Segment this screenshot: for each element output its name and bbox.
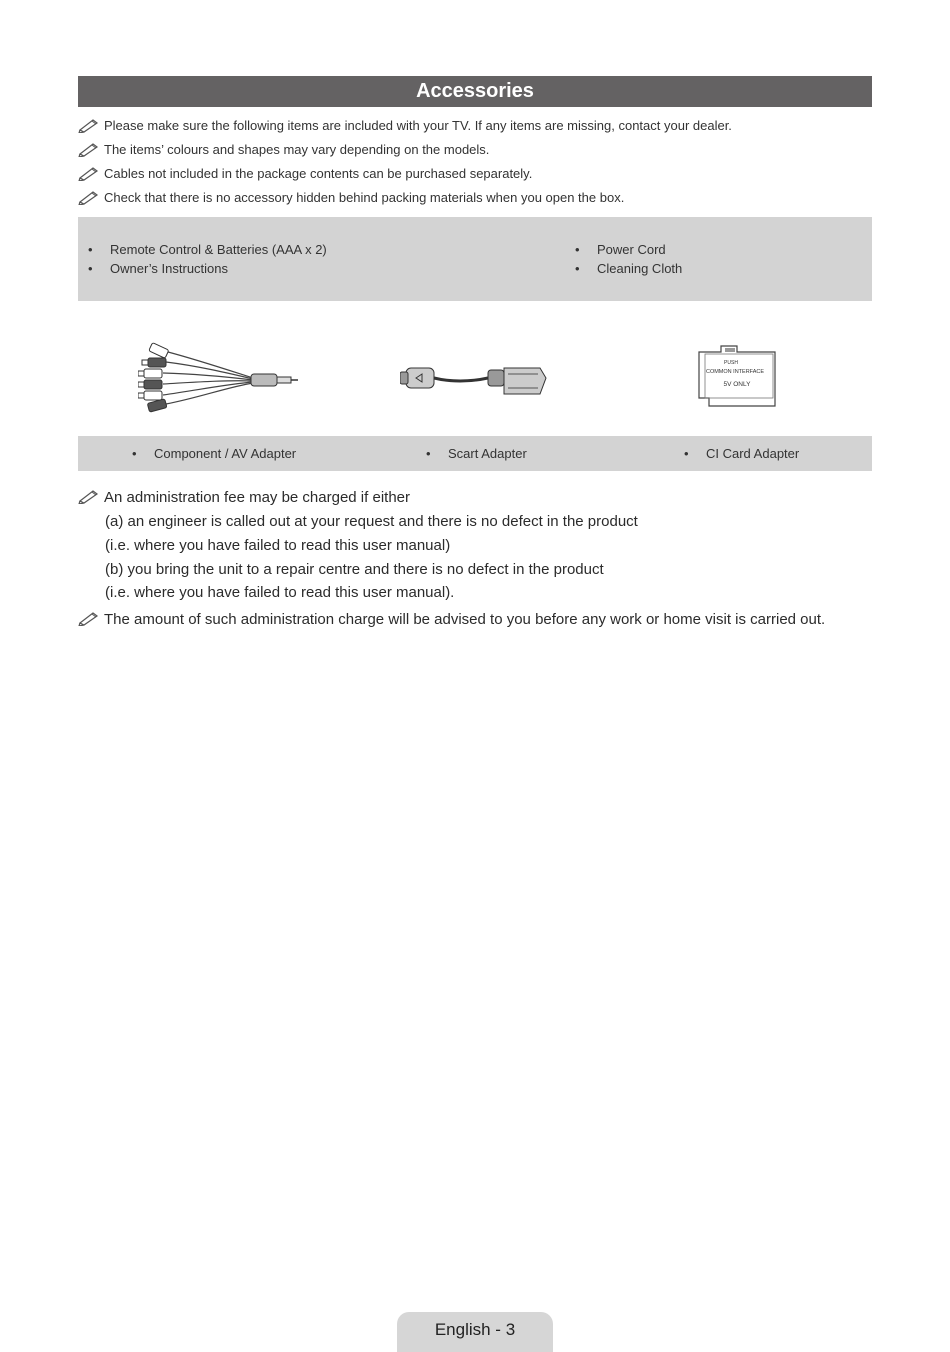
pencil-icon <box>78 610 100 626</box>
adapter-label: • Component / AV Adapter <box>132 446 297 461</box>
component-av-adapter-image <box>138 340 298 415</box>
ci-card-adapter-image <box>695 342 780 410</box>
pencil-icon <box>78 189 100 205</box>
admin-note-intro: An administration fee may be charged if either <box>78 488 878 508</box>
note-item <box>78 141 878 158</box>
pencil-icon <box>78 488 100 504</box>
note-text: Cables not included in the package contents can be purchased separately. <box>104 166 533 181</box>
admin-note-outro: The amount of such administration charge will be advised to you before any work or home visit is carried out. <box>78 610 878 630</box>
scart-adapter-image <box>400 360 550 405</box>
adapter-label: • Scart Adapter <box>426 446 527 461</box>
admin-note-line: (i.e. where you have failed to read this user manual) <box>105 537 451 554</box>
pencil-icon <box>78 117 100 133</box>
list-item: • Owner’s Instructions <box>88 261 229 276</box>
note-item <box>78 117 878 134</box>
ci-voltage-label: 5V ONLY <box>723 381 751 388</box>
adapter-label: • CI Card Adapter <box>684 446 800 461</box>
ci-interface-label: COMMON INTERFACE <box>705 369 765 375</box>
ci-push-label: PUSH <box>724 360 738 366</box>
adapter-labels-bar <box>78 436 872 471</box>
pencil-icon <box>78 141 100 157</box>
items-right-column <box>565 240 682 278</box>
note-item <box>78 189 878 206</box>
section-title: Accessories <box>78 76 872 107</box>
admin-note-line: (a) an engineer is called out at your request and there is no defect in the product <box>105 513 638 530</box>
list-item: • Power Cord <box>575 242 666 257</box>
note-text: Please make sure the following items are included with your TV. If any items are missing, contact your dealer. <box>104 118 732 133</box>
admin-note-line: (b) you bring the unit to a repair centre and there is no defect in the product <box>105 561 604 578</box>
note-text: Check that there is no accessory hidden behind packing materials when you open the box. <box>104 190 625 205</box>
items-left-column <box>78 240 327 278</box>
page-number-tab: English - 3 <box>397 1312 553 1352</box>
list-item: • Cleaning Cloth <box>575 261 683 276</box>
admin-note-line: (i.e. where you have failed to read this user manual). <box>105 584 455 601</box>
included-items-box <box>78 217 872 301</box>
list-item: • Remote Control & Batteries (AAA x 2) <box>88 242 327 257</box>
note-text: The items’ colours and shapes may vary depending on the models. <box>104 142 490 157</box>
pencil-icon <box>78 165 100 181</box>
note-item <box>78 165 878 182</box>
